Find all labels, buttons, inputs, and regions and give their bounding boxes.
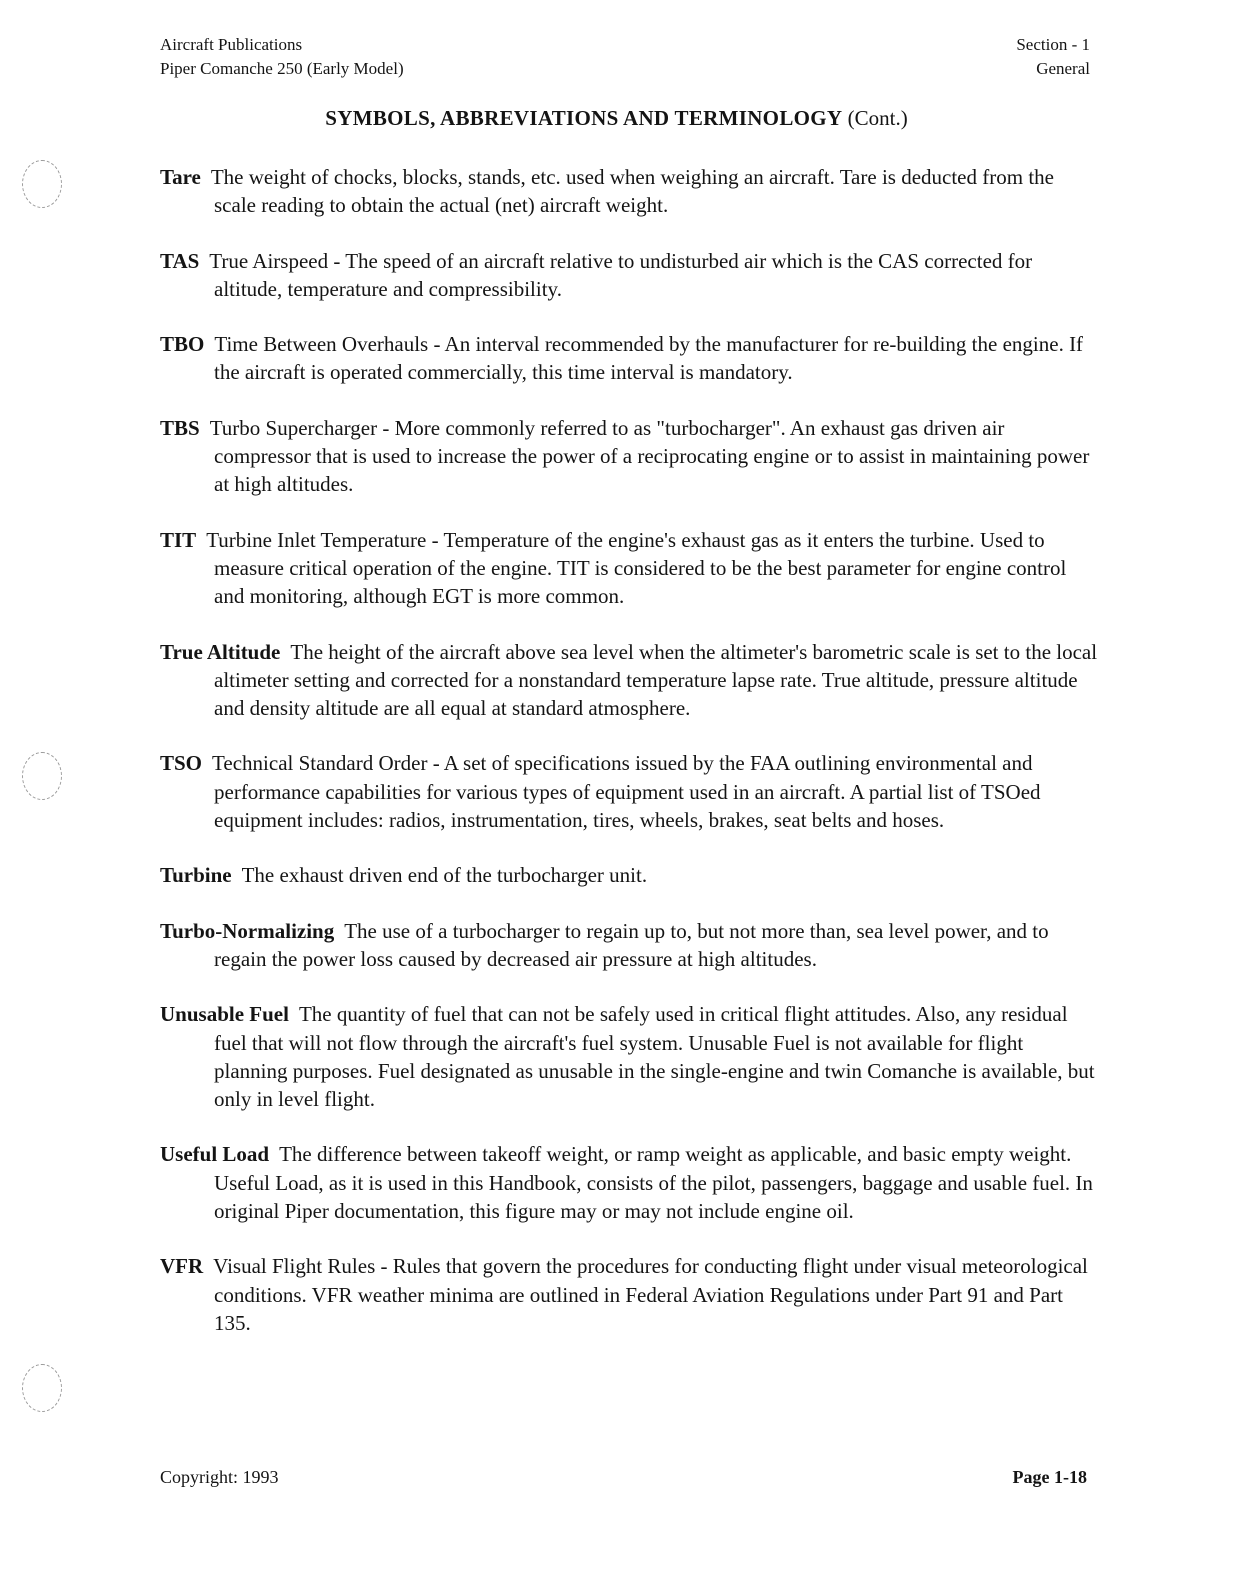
glossary-entry-vfr bbox=[160, 1252, 1100, 1337]
glossary-definition: Visual Flight Rules - Rules that govern the procedures for conducting flight under visual meteorological conditions. VFR weather minima are outlined in Federal Aviation Regulations under Part 91 and Part 135. bbox=[213, 1254, 1088, 1335]
page-title bbox=[0, 106, 1233, 131]
header-aircraft-model: Piper Comanche 250 (Early Model) bbox=[160, 59, 404, 78]
glossary-term: TBS bbox=[160, 415, 200, 440]
glossary-definition: Turbo Supercharger - More commonly referred to as "turbocharger". An exhaust gas driven air compressor that is used to increase the power of a reciprocating engine or to assist in maintaining power at high altitudes. bbox=[209, 415, 1090, 497]
glossary-term: TIT bbox=[160, 527, 197, 552]
glossary-term: TAS bbox=[160, 248, 200, 273]
glossary-definition: The use of a turbocharger to regain up to, but not more than, sea level power, and to regain the power loss caused by decreased air pressure at high altitudes. bbox=[214, 918, 1049, 971]
glossary-term: Unusable Fuel bbox=[160, 1002, 289, 1027]
glossary-term: Turbo-Normalizing bbox=[160, 918, 335, 943]
glossary-entry-true-altitude bbox=[160, 638, 1100, 723]
glossary-definition: The difference between takeoff weight, or ramp weight as applicable, and basic empty weight. Useful Load, as it is used in this Handbook, consists of the pilot, passengers, baggage and usable fuel. In original Piper documentation, this figure may or may not include engine oil. bbox=[214, 1142, 1093, 1224]
glossary-entry-turbo-normalizing bbox=[160, 917, 1100, 974]
glossary-entry-unusable-fuel bbox=[160, 1000, 1100, 1113]
glossary-entry-tbs bbox=[160, 414, 1100, 499]
glossary-definition: The height of the aircraft above sea level when the altimeter's barometric scale is set to the local altimeter setting and corrected for a nonstandard temperature lapse rate. True altitude, pressure altitude and density altitude are all equal at standard atmosphere. bbox=[214, 639, 1098, 721]
binder-hole-bottom bbox=[22, 1364, 62, 1412]
glossary-entry-tas bbox=[160, 247, 1100, 304]
glossary-entry-tbo bbox=[160, 330, 1100, 387]
glossary-term: Tare bbox=[160, 165, 201, 189]
footer-copyright: Copyright: 1993 bbox=[160, 1467, 279, 1487]
glossary-entry-tso bbox=[160, 749, 1100, 834]
glossary-definition: Time Between Overhauls - An interval recommended by the manufacturer for re-building the engine. If the aircraft is operated commercially, this time interval is mandatory. bbox=[214, 332, 1084, 385]
header-publisher bbox=[160, 33, 404, 81]
glossary-term: Useful Load bbox=[160, 1142, 270, 1167]
header-section-number: Section - 1 bbox=[1016, 35, 1090, 54]
header-publisher-name: Aircraft Publications bbox=[160, 35, 303, 54]
glossary-term: True Altitude bbox=[160, 639, 281, 664]
header-section-name: General bbox=[1036, 59, 1090, 78]
glossary-term: TBO bbox=[160, 332, 205, 357]
glossary-definition: The weight of chocks, blocks, stands, etc. used when weighing an aircraft. Tare is deducted from the scale reading to obtain the actual (net) aircraft weight. bbox=[210, 165, 1054, 218]
glossary-list bbox=[160, 163, 1100, 1364]
glossary-definition: The exhaust driven end of the turbocharger unit. bbox=[241, 863, 648, 888]
glossary-definition: True Airspeed - The speed of an aircraft relative to undisturbed air which is the CAS corrected for altitude, temperature and compressibility. bbox=[209, 248, 1033, 301]
glossary-definition: The quantity of fuel that can not be safely used in critical flight attitudes. Also, any residual fuel that will not flow through the aircraft's fuel system. Unusable Fuel is not available for flight planning purposes. Fuel designated as unusable in the single-engine and twin Comanche is available, but only in level flight. bbox=[214, 1002, 1095, 1112]
page-title-main: SYMBOLS, ABBREVIATIONS AND TERMINOLOGY bbox=[325, 106, 843, 130]
glossary-definition: Turbine Inlet Temperature - Temperature of the engine's exhaust gas as it enters the turbine. Used to measure critical operation of the engine. TIT is considered to be the best parameter for engine control and monitoring, although EGT is more common. bbox=[206, 527, 1067, 609]
footer-page-number: Page 1-18 bbox=[1012, 1467, 1087, 1487]
glossary-entry-tit bbox=[160, 526, 1100, 611]
glossary-entry-tare bbox=[160, 163, 1100, 220]
page-title-cont: (Cont.) bbox=[847, 106, 908, 130]
glossary-term: Turbine bbox=[160, 863, 232, 888]
glossary-definition: Technical Standard Order - A set of specifications issued by the FAA outlining environmental and performance capabilities for various types of equipment used in an aircraft. A partial list of TSOed equipment includes: radios, instrumentation, tires, wheels, brakes, seat belts and hoses. bbox=[212, 751, 1041, 833]
glossary-entry-turbine bbox=[160, 861, 1100, 889]
binder-hole-middle bbox=[22, 752, 62, 800]
glossary-term: TSO bbox=[160, 751, 203, 776]
binder-hole-top bbox=[22, 160, 62, 208]
glossary-entry-useful-load bbox=[160, 1140, 1100, 1225]
glossary-term: VFR bbox=[160, 1254, 204, 1279]
header-section bbox=[1016, 33, 1090, 81]
